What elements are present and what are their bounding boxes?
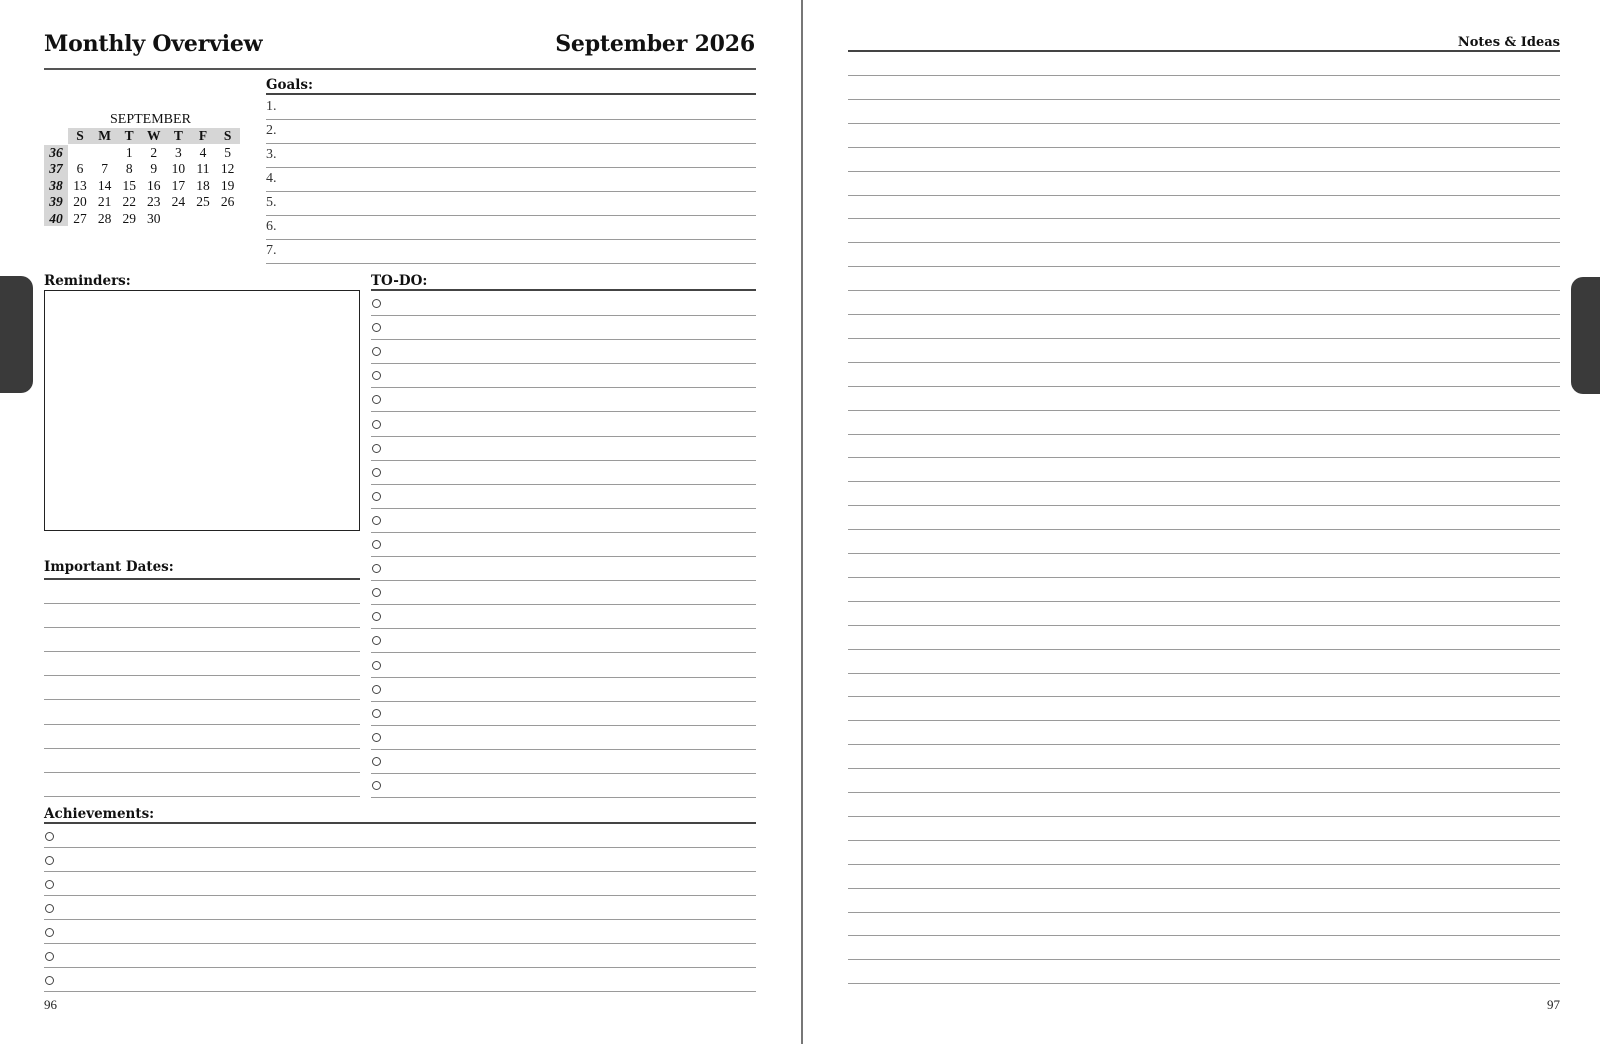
calendar-day: 4 xyxy=(199,145,207,160)
calendar-day: 24 xyxy=(171,194,186,210)
calendar-day: 5 xyxy=(224,145,231,160)
goals-label: Goals: xyxy=(266,77,313,93)
title-underline xyxy=(44,68,756,70)
calendar-day: 18 xyxy=(196,177,210,193)
notes-line xyxy=(848,99,1560,100)
calendar-weekday-header: S xyxy=(76,128,84,143)
todo-checkbox-icon[interactable] xyxy=(372,420,381,429)
notes-line xyxy=(848,410,1560,411)
notes-line xyxy=(848,816,1560,817)
achievement-line xyxy=(44,895,756,896)
notes-line xyxy=(848,959,1560,960)
achievement-checkbox-icon[interactable] xyxy=(45,856,54,865)
todo-line xyxy=(371,556,756,557)
calendar-weekday-header: T xyxy=(173,128,183,143)
notes-line xyxy=(848,290,1560,291)
reminders-box[interactable] xyxy=(44,290,360,531)
todo-line xyxy=(371,532,756,533)
calendar-day: 28 xyxy=(97,210,112,226)
notes-line xyxy=(848,434,1560,435)
notes-line xyxy=(848,696,1560,697)
todo-checkbox-icon[interactable] xyxy=(372,299,381,308)
notes-line xyxy=(848,601,1560,602)
achievement-line xyxy=(44,847,756,848)
calendar-week-number: 38 xyxy=(49,177,63,193)
notes-line xyxy=(848,983,1560,984)
achievement-checkbox-icon[interactable] xyxy=(45,928,54,937)
todo-checkbox-icon[interactable] xyxy=(372,612,381,621)
todo-checkbox-icon[interactable] xyxy=(372,636,381,645)
achievement-line xyxy=(44,967,756,968)
calendar-week-number: 40 xyxy=(49,210,63,226)
notes-line xyxy=(848,457,1560,458)
todo-line xyxy=(371,484,756,485)
calendar-week-number: 37 xyxy=(49,161,63,177)
notes-line xyxy=(848,505,1560,506)
calendar-week-number: 39 xyxy=(49,194,63,210)
todo-line xyxy=(371,652,756,653)
notes-line xyxy=(848,362,1560,363)
calendar-day: 6 xyxy=(76,161,84,177)
achievements-underline xyxy=(44,822,756,824)
left-page-tab xyxy=(0,276,33,393)
todo-line xyxy=(371,387,756,388)
important-date-line xyxy=(44,796,360,797)
notes-line xyxy=(848,171,1560,172)
goal-number: 4. xyxy=(266,171,277,186)
calendar-day: 26 xyxy=(220,194,235,210)
todo-line xyxy=(371,315,756,316)
book-spine xyxy=(801,0,803,1044)
achievement-checkbox-icon[interactable] xyxy=(45,976,54,985)
notes-line xyxy=(848,935,1560,936)
notes-line xyxy=(848,481,1560,482)
goal-line xyxy=(266,263,756,264)
calendar-day: 12 xyxy=(220,161,235,177)
calendar-day: 22 xyxy=(122,194,136,210)
todo-checkbox-icon[interactable] xyxy=(372,347,381,356)
calendar-weekday-header: W xyxy=(147,128,161,143)
calendar-day: 30 xyxy=(147,210,161,226)
important-date-line xyxy=(44,675,360,676)
notes-line xyxy=(848,625,1560,626)
goals-underline xyxy=(266,93,756,95)
todo-checkbox-icon[interactable] xyxy=(372,733,381,742)
calendar-month-name: SEPTEMBER xyxy=(110,112,191,127)
todo-checkbox-icon[interactable] xyxy=(372,709,381,718)
achievement-line xyxy=(44,871,756,872)
calendar-day: 13 xyxy=(73,177,87,193)
calendar-day: 27 xyxy=(73,210,87,226)
todo-line xyxy=(371,508,756,509)
calendar-day: 29 xyxy=(122,210,136,226)
notes-line xyxy=(848,888,1560,889)
calendar-day: 11 xyxy=(196,161,210,177)
todo-line xyxy=(371,701,756,702)
todo-checkbox-icon[interactable] xyxy=(372,492,381,501)
calendar-day: 9 xyxy=(150,161,158,177)
notes-line xyxy=(848,75,1560,76)
notes-line xyxy=(848,649,1560,650)
notes-line xyxy=(848,386,1560,387)
notes-line xyxy=(848,577,1560,578)
calendar-weekday-header: M xyxy=(98,128,111,143)
notes-line xyxy=(848,673,1560,674)
month-year-title: September 2026 xyxy=(555,31,755,57)
important-date-line xyxy=(44,699,360,700)
calendar-weekday-header: F xyxy=(198,128,208,143)
notes-header-underline xyxy=(848,50,1560,52)
notes-line xyxy=(848,912,1560,913)
goal-number: 5. xyxy=(266,195,277,210)
achievement-line xyxy=(44,991,756,992)
goal-number: 7. xyxy=(266,243,277,258)
important-date-line xyxy=(44,627,360,628)
achievement-checkbox-icon[interactable] xyxy=(45,904,54,913)
calendar-day: 15 xyxy=(122,177,136,193)
important-date-line xyxy=(44,748,360,749)
right-page-tab xyxy=(1571,277,1600,394)
achievement-line xyxy=(44,943,756,944)
todo-checkbox-icon[interactable] xyxy=(372,323,381,332)
achievement-line xyxy=(44,919,756,920)
todo-line xyxy=(371,436,756,437)
todo-line xyxy=(371,363,756,364)
important-date-line xyxy=(44,724,360,725)
important-date-line xyxy=(44,651,360,652)
notes-line xyxy=(848,266,1560,267)
notes-line xyxy=(848,720,1560,721)
todo-line xyxy=(371,797,756,798)
todo-checkbox-icon[interactable] xyxy=(372,371,381,380)
calendar-day: 1 xyxy=(125,145,133,160)
important-date-line xyxy=(44,772,360,773)
calendar-day: 23 xyxy=(147,194,161,210)
notes-line xyxy=(848,218,1560,219)
achievement-checkbox-icon[interactable] xyxy=(45,952,54,961)
todo-line xyxy=(371,725,756,726)
calendar-weekday-header: T xyxy=(124,128,134,143)
todo-checkbox-icon[interactable] xyxy=(372,468,381,477)
calendar-week-number: 36 xyxy=(49,145,63,160)
notes-line xyxy=(848,792,1560,793)
todo-line xyxy=(371,773,756,774)
important-dates-underline xyxy=(44,578,360,580)
notes-line xyxy=(848,314,1560,315)
notes-line xyxy=(848,768,1560,769)
todo-checkbox-icon[interactable] xyxy=(372,395,381,404)
notes-line xyxy=(848,744,1560,745)
calendar-day: 2 xyxy=(150,145,158,160)
calendar-day: 25 xyxy=(196,194,210,210)
calendar-day: 19 xyxy=(220,177,235,193)
todo-checkbox-icon[interactable] xyxy=(372,685,381,694)
calendar-day: 7 xyxy=(101,161,108,177)
todo-checkbox-icon[interactable] xyxy=(372,540,381,549)
todo-line xyxy=(371,604,756,605)
todo-line xyxy=(371,411,756,412)
goal-number: 6. xyxy=(266,219,277,234)
calendar-day: 16 xyxy=(147,177,161,193)
notes-line xyxy=(848,864,1560,865)
notes-ideas-header: Notes & Ideas xyxy=(1457,35,1560,50)
goal-line xyxy=(266,215,756,216)
todo-line xyxy=(371,339,756,340)
calendar-day: 8 xyxy=(125,161,133,177)
goal-line xyxy=(266,119,756,120)
goal-number: 1. xyxy=(266,99,277,114)
todo-checkbox-icon[interactable] xyxy=(372,516,381,525)
todo-line xyxy=(371,677,756,678)
achievement-checkbox-icon[interactable] xyxy=(45,832,54,841)
goal-line xyxy=(266,143,756,144)
todo-checkbox-icon[interactable] xyxy=(372,781,381,790)
notes-line xyxy=(848,840,1560,841)
achievements-label: Achievements: xyxy=(44,806,155,822)
calendar-day: 14 xyxy=(97,177,112,193)
todo-checkbox-icon[interactable] xyxy=(372,564,381,573)
notes-line xyxy=(848,338,1560,339)
notes-line xyxy=(848,147,1560,148)
todo-underline xyxy=(371,289,756,291)
calendar-day: 10 xyxy=(171,161,186,177)
page-title: Monthly Overview xyxy=(44,31,263,57)
notes-line xyxy=(848,242,1560,243)
page-number-left: 96 xyxy=(44,997,57,1012)
todo-line xyxy=(371,628,756,629)
goal-number: 2. xyxy=(266,123,277,138)
goal-line xyxy=(266,167,756,168)
todo-line xyxy=(371,749,756,750)
notes-line xyxy=(848,195,1560,196)
calendar-day: 3 xyxy=(175,145,182,160)
goal-number: 3. xyxy=(266,147,277,162)
goal-line xyxy=(266,239,756,240)
calendar-day: 20 xyxy=(73,194,87,210)
todo-line xyxy=(371,580,756,581)
goal-line xyxy=(266,191,756,192)
notes-line xyxy=(848,553,1560,554)
important-date-line xyxy=(44,603,360,604)
todo-checkbox-icon[interactable] xyxy=(372,661,381,670)
calendar-day: 17 xyxy=(171,177,186,193)
notes-line xyxy=(848,529,1560,530)
todo-checkbox-icon[interactable] xyxy=(372,588,381,597)
todo-label: TO-DO: xyxy=(371,273,428,289)
reminders-label: Reminders: xyxy=(44,273,131,289)
notes-line xyxy=(848,123,1560,124)
todo-checkbox-icon[interactable] xyxy=(372,757,381,766)
important-dates-label: Important Dates: xyxy=(44,559,174,575)
calendar-day: 21 xyxy=(97,194,112,210)
calendar-weekday-header: S xyxy=(223,128,232,143)
todo-checkbox-icon[interactable] xyxy=(372,444,381,453)
todo-line xyxy=(371,460,756,461)
achievement-checkbox-icon[interactable] xyxy=(45,880,54,889)
page-number-right: 97 xyxy=(1547,997,1560,1012)
